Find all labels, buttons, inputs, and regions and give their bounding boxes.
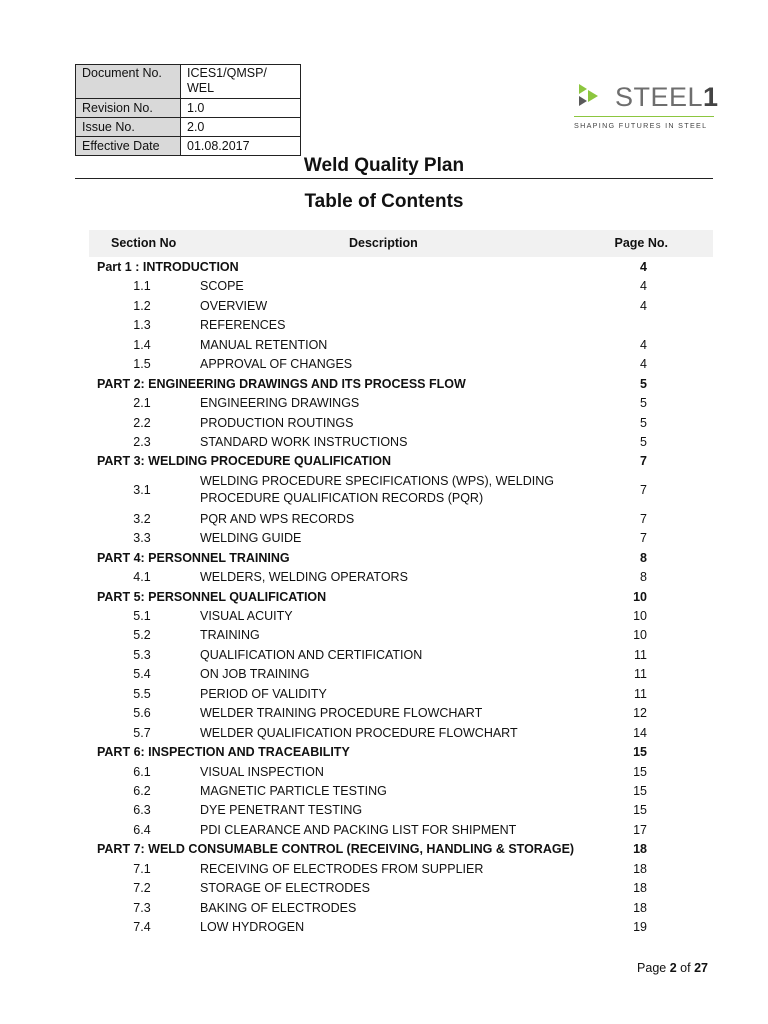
- toc-section-number: 7.4: [133, 920, 151, 934]
- document-title: Weld Quality Plan: [303, 155, 465, 176]
- toc-page-number: 4: [640, 337, 647, 352]
- doc-info-value: 2.0: [181, 118, 301, 137]
- toc-item-row[interactable]: [89, 316, 713, 335]
- toc-section-number: 7.3: [133, 900, 151, 915]
- toc-section-number: 4.1: [133, 570, 151, 585]
- doc-info-value: 1.0: [181, 99, 301, 118]
- toc-section-number: 6.3: [133, 803, 151, 818]
- toc-page-number: 4: [640, 279, 647, 294]
- steel1-logo: [572, 82, 717, 134]
- toc-item-description: DYE PENETRANT TESTING: [200, 803, 363, 818]
- toc-page-number: 7: [640, 482, 647, 497]
- toc-part-title: PART 6: INSPECTION AND TRACEABILITY: [97, 745, 350, 760]
- toc-section-number: 6.2: [133, 783, 151, 798]
- toc-page-number: 4: [640, 357, 647, 372]
- toc-header-description: Description: [349, 236, 418, 250]
- toc-section-number: 1.5: [133, 357, 151, 372]
- toc-page-number: 19: [633, 920, 647, 934]
- toc-section-number: 3.1: [133, 482, 151, 497]
- doc-info-value: ICES1/QMSP/ WEL: [181, 65, 301, 99]
- toc-description-line: WELDING PROCEDURE SPECIFICATIONS (WPS), WELDING: [200, 473, 554, 488]
- toc-page-number: 18: [633, 861, 647, 876]
- toc-item-row[interactable]: [89, 860, 713, 879]
- toc-page-number: 8: [640, 570, 647, 585]
- toc-part-title: PART 4: PERSONNEL TRAINING: [97, 550, 290, 565]
- title-divider: [75, 178, 713, 179]
- toc-item-row[interactable]: [89, 626, 713, 645]
- toc-item-row[interactable]: [89, 433, 713, 452]
- toc-section-number: 2.1: [133, 396, 151, 411]
- page-footer: Page 2 of 27: [637, 961, 708, 975]
- toc-section-number: 1.1: [133, 279, 151, 294]
- toc-item-row[interactable]: [89, 879, 713, 898]
- toc-item-row[interactable]: [89, 297, 713, 316]
- toc-item-row[interactable]: [89, 821, 713, 840]
- toc-item-row[interactable]: [89, 918, 713, 937]
- toc-item-description: WELDER TRAINING PROCEDURE FLOWCHART: [200, 706, 483, 721]
- toc-page-number: 5: [640, 415, 647, 430]
- toc-item-row[interactable]: [89, 607, 713, 626]
- toc-item-description: VISUAL ACUITY: [200, 609, 293, 623]
- toc-part-row[interactable]: [89, 743, 713, 762]
- toc-item-row[interactable]: [89, 899, 713, 918]
- toc-item-description: SCOPE: [200, 279, 244, 294]
- toc-section-number: 5.6: [133, 706, 151, 721]
- toc-header-section: Section No: [111, 236, 177, 250]
- toc-section-number: 6.4: [133, 822, 151, 837]
- logo-wordmark: STEEL1: [615, 82, 719, 112]
- toc-page-number: 12: [633, 706, 647, 721]
- toc-item-row[interactable]: [89, 685, 713, 704]
- toc-section-number: 3.2: [133, 511, 151, 526]
- toc-item-description: WELDING GUIDE: [200, 531, 302, 546]
- toc-item-description: WELDER QUALIFICATION PROCEDURE FLOWCHART: [200, 725, 518, 740]
- doc-info-row: [76, 65, 301, 99]
- toc-page-number: 5: [640, 396, 647, 411]
- toc-item-description: PRODUCTION ROUTINGS: [200, 415, 354, 430]
- logo-underline: [574, 116, 714, 117]
- toc-page-number: 15: [633, 764, 647, 779]
- toc-item-row[interactable]: [89, 665, 713, 684]
- doc-info-value: 01.08.2017: [181, 137, 301, 156]
- toc-description-line: PROCEDURE QUALIFICATION RECORDS (PQR): [200, 491, 484, 506]
- toc-part-row[interactable]: [89, 375, 713, 394]
- toc-item-description: PQR AND WPS RECORDS: [200, 511, 355, 526]
- toc-page-number: 11: [634, 647, 647, 662]
- toc-section-number: 3.3: [133, 531, 151, 546]
- toc-page-number: 18: [633, 900, 647, 915]
- toc-section-number: 5.7: [133, 725, 151, 740]
- toc-item-row[interactable]: [89, 394, 713, 413]
- toc-section-number: 5.5: [133, 686, 151, 701]
- toc-item-description: BAKING OF ELECTRODES: [200, 900, 357, 915]
- toc-item-description: REFERENCES: [200, 318, 286, 333]
- toc-section-number: 2.3: [133, 434, 151, 449]
- toc-part-row[interactable]: [89, 588, 713, 607]
- toc-part-row[interactable]: [89, 452, 713, 471]
- toc-page-number: 10: [633, 589, 647, 604]
- toc-item-row[interactable]: [89, 763, 713, 782]
- toc-section-number: 7.1: [133, 861, 151, 876]
- toc-header-row: [89, 230, 713, 257]
- toc-item-description: MAGNETIC PARTICLE TESTING: [200, 783, 387, 798]
- toc-part-row[interactable]: [89, 549, 713, 568]
- toc-page-number: 7: [640, 454, 647, 469]
- toc-section-number: 5.1: [133, 609, 151, 623]
- toc-part-title: PART 3: WELDING PROCEDURE QUALIFICATION: [97, 454, 391, 469]
- toc-item-description: LOW HYDROGEN: [200, 920, 305, 934]
- toc-section-number: 7.2: [133, 881, 151, 896]
- toc-item-description: ENGINEERING DRAWINGS: [200, 396, 360, 411]
- toc-section-number: 5.2: [133, 628, 151, 643]
- toc-item-row[interactable]: [89, 568, 713, 587]
- toc-page-number: 7: [640, 511, 647, 526]
- doc-info-label: Effective Date: [76, 137, 181, 156]
- toc-item-description: PERIOD OF VALIDITY: [200, 686, 327, 701]
- toc-page-number: 15: [633, 745, 647, 760]
- toc-page-number: 15: [633, 803, 647, 818]
- toc-title: Table of Contents: [304, 191, 464, 212]
- toc-page-number: 11: [634, 667, 647, 682]
- toc-page-number: 5: [640, 376, 647, 391]
- doc-info-label: Document No.: [76, 65, 181, 99]
- doc-info-label: Revision No.: [76, 99, 181, 118]
- toc-item-description: QUALIFICATION AND CERTIFICATION: [200, 647, 423, 662]
- toc-item-row[interactable]: [89, 646, 713, 665]
- toc-item-row[interactable]: [89, 510, 713, 529]
- toc-page-number: 10: [633, 609, 647, 623]
- toc-part-title: Part 1 : INTRODUCTION: [97, 260, 239, 274]
- toc-part-row[interactable]: [89, 840, 713, 859]
- toc-item-row[interactable]: [89, 724, 713, 743]
- toc-section-number: 5.4: [133, 667, 151, 682]
- toc-item-description: MANUAL RETENTION: [200, 337, 328, 352]
- toc-list: [89, 258, 713, 937]
- toc-item-description: OVERVIEW: [200, 298, 268, 313]
- document-info-table: [75, 64, 301, 156]
- toc-item-row[interactable]: [89, 529, 713, 548]
- toc-page-number: 15: [633, 783, 647, 798]
- toc-section-number: 1.4: [133, 337, 151, 352]
- toc-item-row[interactable]: [89, 277, 713, 296]
- toc-page-number: 18: [633, 842, 647, 857]
- toc-item-description: PDI CLEARANCE AND PACKING LIST FOR SHIPMENT: [200, 822, 517, 837]
- toc-page-number: 8: [640, 550, 647, 565]
- toc-item-row[interactable]: [89, 782, 713, 801]
- play-arrows-icon: [576, 82, 606, 112]
- toc-item-description: ON JOB TRAINING: [200, 667, 310, 682]
- toc-header-page: Page No.: [614, 236, 668, 250]
- toc-part-row[interactable]: [89, 258, 713, 277]
- toc-item-row[interactable]: [89, 414, 713, 433]
- toc-page-number: 11: [634, 686, 647, 701]
- toc-section-number: 6.1: [133, 764, 151, 779]
- toc-page-number: 17: [633, 822, 647, 837]
- toc-item-description: TRAINING: [200, 628, 260, 643]
- toc-item-description: VISUAL INSPECTION: [200, 764, 324, 779]
- toc-page-number: 18: [633, 881, 647, 896]
- toc-part-title: PART 5: PERSONNEL QUALIFICATION: [97, 589, 327, 604]
- toc-page-number: 4: [640, 298, 647, 313]
- doc-info-row: [76, 99, 301, 118]
- doc-info-label: Issue No.: [76, 118, 181, 137]
- toc-item-description: RECEIVING OF ELECTRODES FROM SUPPLIER: [200, 861, 484, 876]
- toc-page-number: 7: [640, 531, 647, 546]
- toc-section-number: 2.2: [133, 415, 151, 430]
- toc-part-title: PART 7: WELD CONSUMABLE CONTROL (RECEIVING, HANDLING & STORAGE): [97, 842, 575, 857]
- toc-item-row[interactable]: [89, 355, 713, 374]
- toc-item-description: [200, 473, 554, 508]
- toc-page-number: 14: [633, 725, 647, 740]
- toc-section-number: 1.2: [133, 298, 151, 313]
- toc-page-number: 4: [640, 260, 647, 274]
- toc-section-number: 1.3: [133, 318, 151, 333]
- doc-info-row: [76, 137, 301, 156]
- toc-page-number: 5: [640, 434, 647, 449]
- toc-item-row[interactable]: [89, 801, 713, 820]
- toc-item-description: STORAGE OF ELECTRODES: [200, 881, 370, 896]
- toc-item-description: WELDERS, WELDING OPERATORS: [200, 570, 408, 585]
- toc-part-title: PART 2: ENGINEERING DRAWINGS AND ITS PROCESS FLOW: [97, 376, 466, 391]
- toc-item-description: APPROVAL OF CHANGES: [200, 357, 353, 372]
- toc-page-number: 10: [633, 628, 647, 643]
- toc-item-row[interactable]: [89, 704, 713, 723]
- toc-section-number: 5.3: [133, 647, 151, 662]
- doc-info-row: [76, 118, 301, 137]
- toc-item-row[interactable]: [89, 336, 713, 355]
- logo-tagline: SHAPING FUTURES IN STEEL: [574, 121, 708, 130]
- toc-item-row[interactable]: [89, 472, 713, 510]
- toc-item-description: STANDARD WORK INSTRUCTIONS: [200, 434, 408, 449]
